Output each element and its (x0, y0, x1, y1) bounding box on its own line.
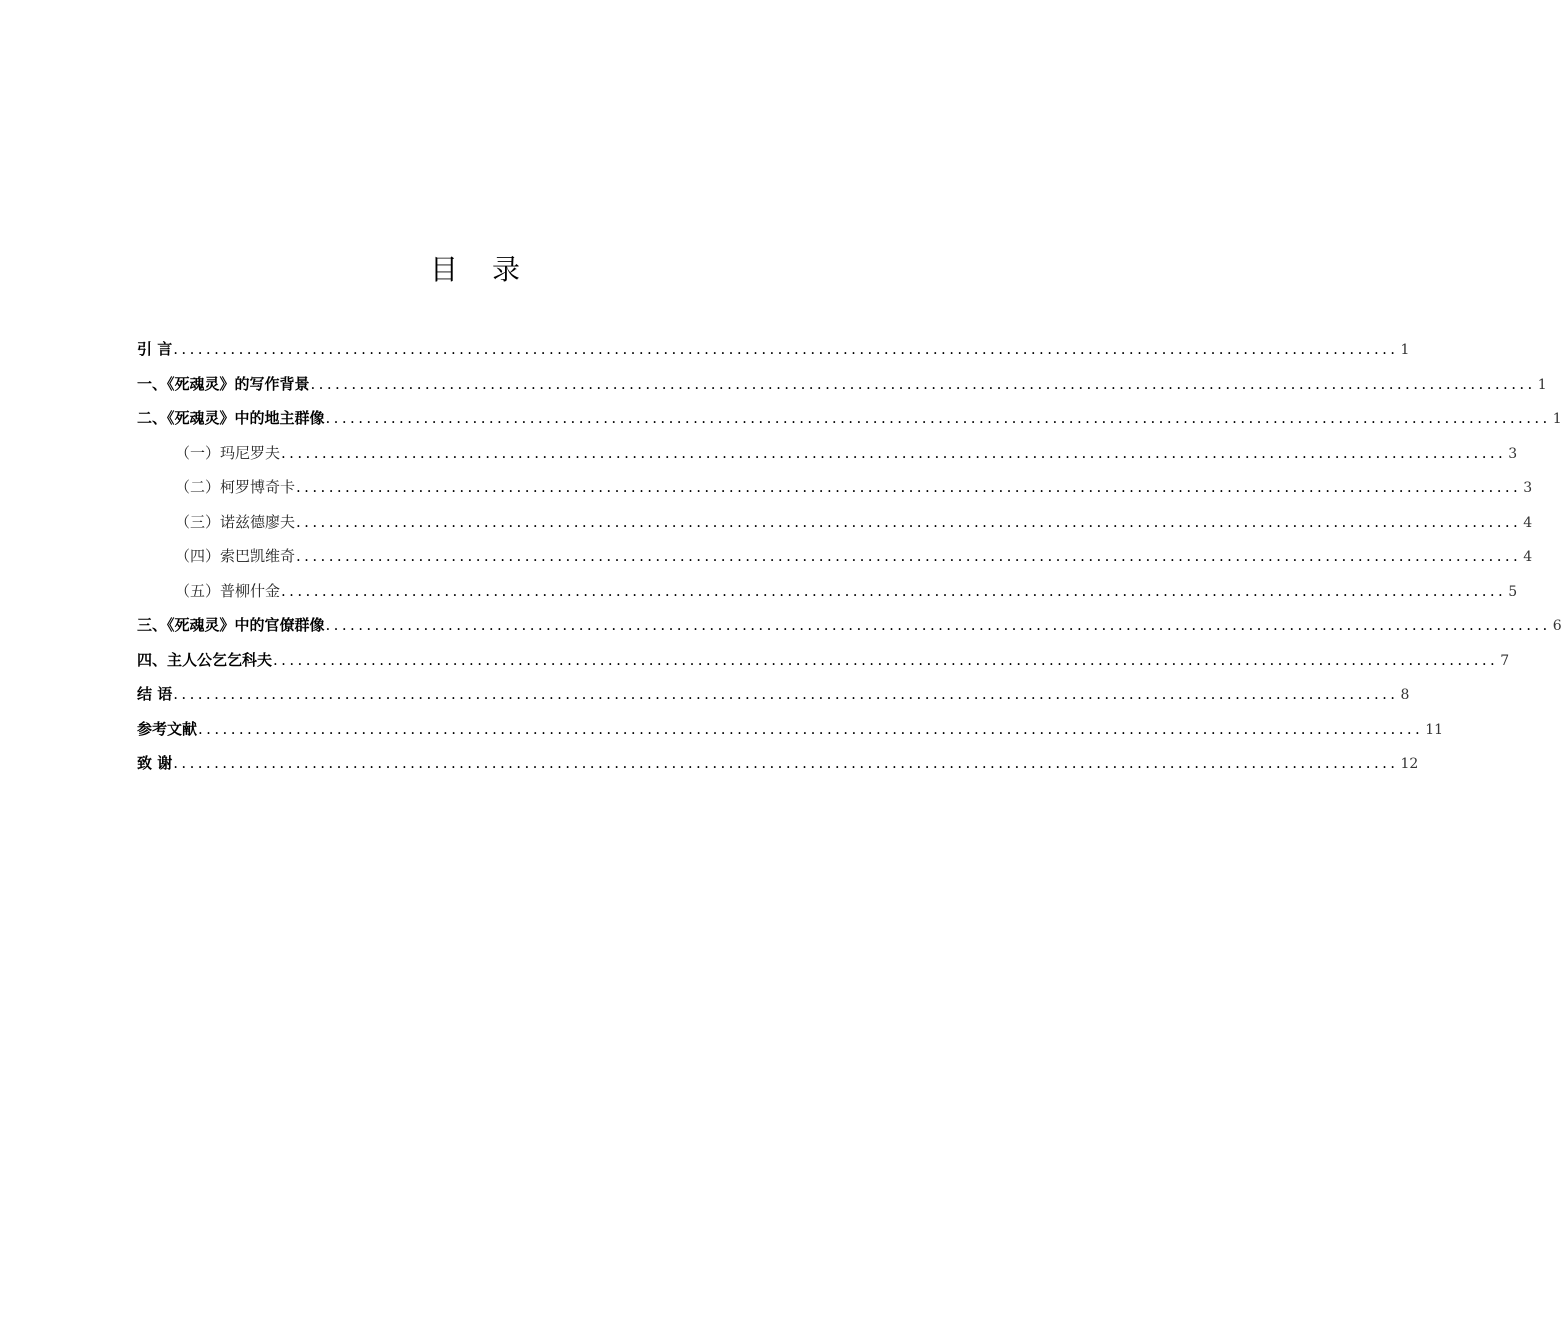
toc-entry-references[interactable] (137, 712, 1444, 747)
toc-entry-conclusion[interactable] (137, 677, 1410, 712)
toc-entry-chapter-1[interactable] (137, 367, 1547, 402)
toc-dot-leader: ...................................................................................................................................................... (281, 581, 1507, 600)
toc-page-number: 11 (1425, 721, 1444, 738)
toc-entry-label: 四、主人公乞乞科夫 (137, 650, 273, 669)
toc-entry-label: 一、《死魂灵》的写作背景 (137, 374, 310, 393)
toc-entry-label: 结 语 (137, 685, 173, 703)
toc-page-number: 3 (1508, 445, 1518, 462)
toc-dot-leader: ...................................................................................................................................................... (173, 754, 1399, 772)
toc-dot-leader: ...................................................................................................................................................... (198, 719, 1424, 738)
toc-page-number: 4 (1523, 549, 1533, 565)
toc-title: 目录 (429, 253, 554, 286)
toc-page-number: 6 (1552, 618, 1562, 634)
toc-entry-chapter-3[interactable] (137, 608, 1562, 643)
toc-dot-leader: ...................................................................................................................................................... (273, 650, 1499, 669)
toc-dot-leader: ...................................................................................................................................................... (173, 685, 1399, 703)
toc-page-number: 1 (1400, 342, 1410, 358)
toc-entry-section-2-4[interactable] (137, 539, 1533, 574)
toc-entry-label: （三）诺兹德廖夫 (175, 512, 296, 531)
toc-dot-leader: ...................................................................................................................................................... (325, 409, 1551, 427)
toc-page-number: 4 (1523, 514, 1533, 531)
toc-entry-label: 二、《死魂灵》中的地主群像 (137, 409, 325, 427)
toc-page-number: 3 (1523, 480, 1533, 496)
toc-entry-label: （一）玛尼罗夫 (175, 443, 281, 462)
toc-entry-label: 致 谢 (137, 754, 173, 772)
toc-dot-leader: ...................................................................................................................................................... (310, 374, 1536, 393)
toc-entry-section-2-2[interactable] (137, 470, 1533, 505)
toc-dot-leader: ...................................................................................................................................................... (296, 547, 1522, 565)
toc-entry-label: （二）柯罗博奇卡 (175, 478, 296, 496)
toc-entry-chapter-2[interactable] (137, 401, 1562, 436)
toc-dot-leader: ...................................................................................................................................................... (325, 616, 1551, 634)
toc-list (137, 332, 1562, 781)
toc-entry-label: （四）索巴凯维奇 (175, 547, 296, 565)
toc-entry-introduction[interactable] (137, 332, 1410, 367)
toc-page-number: 8 (1400, 687, 1410, 703)
toc-entry-section-2-1[interactable] (137, 436, 1518, 471)
toc-entry-label: 引 言 (137, 340, 173, 358)
toc-dot-leader: ...................................................................................................................................................... (281, 443, 1507, 462)
toc-entry-section-2-3[interactable] (137, 505, 1533, 540)
toc-dot-leader: ...................................................................................................................................................... (173, 340, 1399, 358)
toc-entry-label: 三、《死魂灵》中的官僚群像 (137, 616, 325, 634)
toc-page-number: 1 (1537, 376, 1547, 393)
toc-page-number: 12 (1400, 756, 1419, 772)
toc-entry-label: 参考文献 (137, 719, 198, 738)
toc-entry-section-2-5[interactable] (137, 574, 1518, 609)
toc-entry-chapter-4[interactable] (137, 643, 1510, 678)
toc-page-number: 1 (1552, 411, 1562, 427)
toc-dot-leader: ...................................................................................................................................................... (296, 512, 1522, 531)
toc-dot-leader: ...................................................................................................................................................... (296, 478, 1522, 496)
toc-page-number: 5 (1508, 583, 1518, 600)
toc-page-number: 7 (1500, 652, 1510, 669)
toc-entry-acknowledgements[interactable] (137, 746, 1419, 781)
toc-entry-label: （五）普柳什金 (175, 581, 281, 600)
